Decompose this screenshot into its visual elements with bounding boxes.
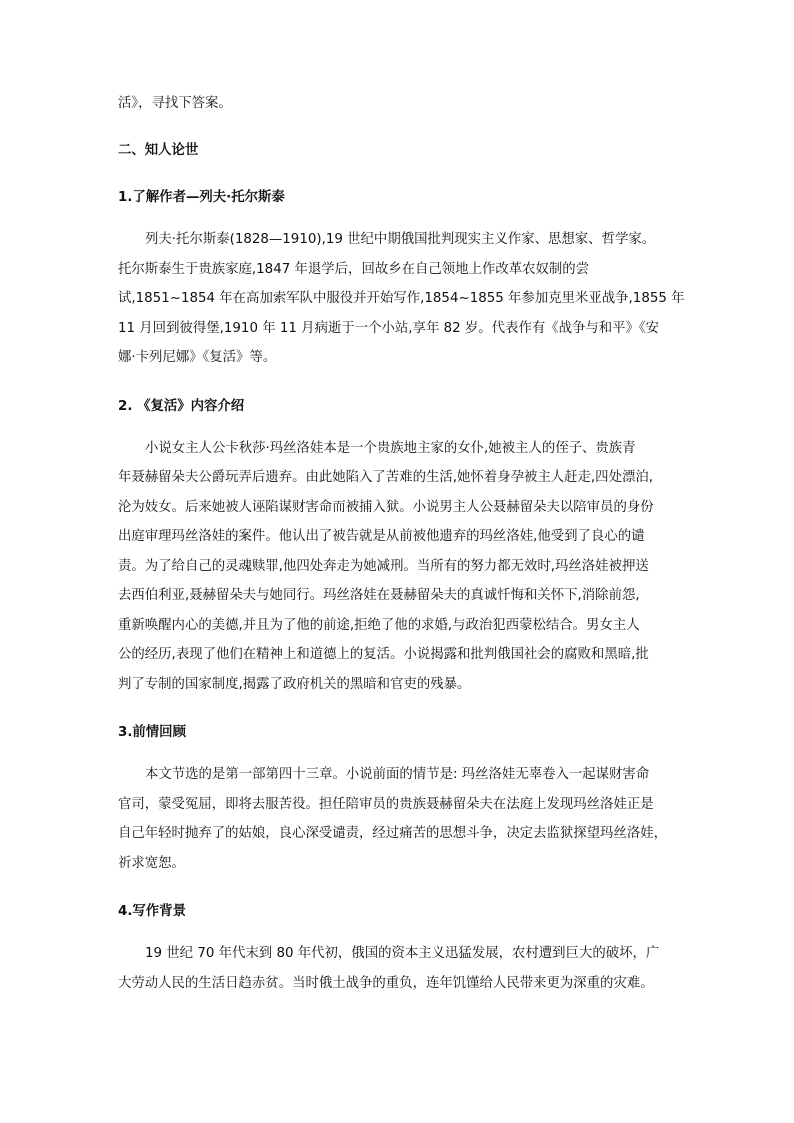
lead-line: 活》，寻找下答案。 [118, 96, 232, 111]
paragraph-previous-plot [118, 760, 688, 878]
text-line: 判了专制的国家制度,揭露了政府机关的黑暗和官吏的残暴。 [118, 676, 471, 692]
text-line: 公的经历,表现了他们在精神上和道德上的复活。小说揭露和批判俄国社会的腐败和黑暗,批 [118, 647, 649, 662]
text-line: 自己年轻时抛弃了的姑娘，良心深受谴责，经过痛苦的思想斗争，决定去监狱探望玛丝洛娃， [118, 826, 668, 841]
paragraph-author [118, 225, 688, 373]
text-line: 祈求宽恕。 [118, 855, 185, 871]
subheading-previous-plot: 3.前情回顾 [118, 725, 186, 740]
text-line: 19 世纪 70 年代末到 80 年代初，俄国的资本主义迅猛发展，农村遭到巨大的破坏，广 [145, 946, 660, 961]
text-line: 试,1851~1854 年在高加索军队中服役并开始写作,1854~1855 年参加克里米亚战争,1855 年 [118, 291, 685, 306]
document-page [118, 92, 688, 998]
text-line: 托尔斯泰生于贵族家庭,1847 年退学后，回故乡在自己领地上作改革农奴制的尝 [118, 261, 590, 277]
subheading-author: 1.了解作者—列夫·托尔斯泰 [118, 190, 285, 205]
text-line: 重新唤醒内心的美德,并且为了他的前途,拒绝了他的求婚,与政治犯西蒙松结合。男女主人 [118, 617, 640, 633]
subheading-writing-background: 4.写作背景 [118, 904, 186, 919]
text-line: 沦为妓女。后来她被人诬陷谋财害命而被捕入狱。小说男主人公聂赫留朵夫以陪审员的身份 [118, 499, 654, 515]
subheading-resurrection-summary: 2. 《复活》内容介绍 [118, 398, 245, 414]
paragraph-resurrection-summary [118, 434, 688, 700]
text-line: 列夫·托尔斯泰(1828—1910),19 世纪中期俄国批判现实主义作家、思想家、哲学家。 [145, 232, 656, 247]
text-line: 责。为了给自己的灵魂赎罪,他四处奔走为她减刑。当所有的努力都无效时,玛丝洛娃被押送 [118, 558, 649, 574]
text-line: 娜·卡列尼娜》《复活》等。 [118, 350, 277, 365]
paragraph-writing-background [118, 939, 688, 998]
text-line: 本文节选的是第一部第四十三章。小说前面的情节是: 玛丝洛娃无辜卷入一起谋财害命 [145, 767, 650, 782]
section-heading-zhirenlunshi: 二、知人论世 [118, 143, 199, 158]
text-line: 年聂赫留朵夫公爵玩弄后遗弃。由此她陷入了苦难的生活,她怀着身孕被主人赶走,四处漂泊, [118, 470, 654, 485]
text-line: 11 月回到彼得堡,1910 年 11 月病逝于一个小站,享年 82 岁。代表作有《战争与和平》《安 [118, 320, 660, 336]
text-line: 大劳动人民的生活日趋赤贫。当时俄土战争的重负，连年饥馑给人民带来更为深重的灾难。 [118, 975, 654, 991]
text-line: 去西伯利亚,聂赫留朵夫与她同行。玛丝洛娃在聂赫留朵夫的真诚忏悔和关怀下,消除前怨, [118, 588, 640, 603]
text-line: 出庭审理玛丝洛娃的案件。他认出了被告就是从前被他遗弃的玛丝洛娃,他受到了良心的谴 [118, 529, 645, 544]
text-line: 官司，蒙受冤屈，即将去服苦役。担任陪审员的贵族聂赫留朵夫在法庭上发现玛丝洛娃正是 [118, 796, 654, 812]
text-line: 小说女主人公卡秋莎·玛丝洛娃本是一个贵族地主家的女仆,她被主人的侄子、贵族青 [145, 440, 636, 456]
